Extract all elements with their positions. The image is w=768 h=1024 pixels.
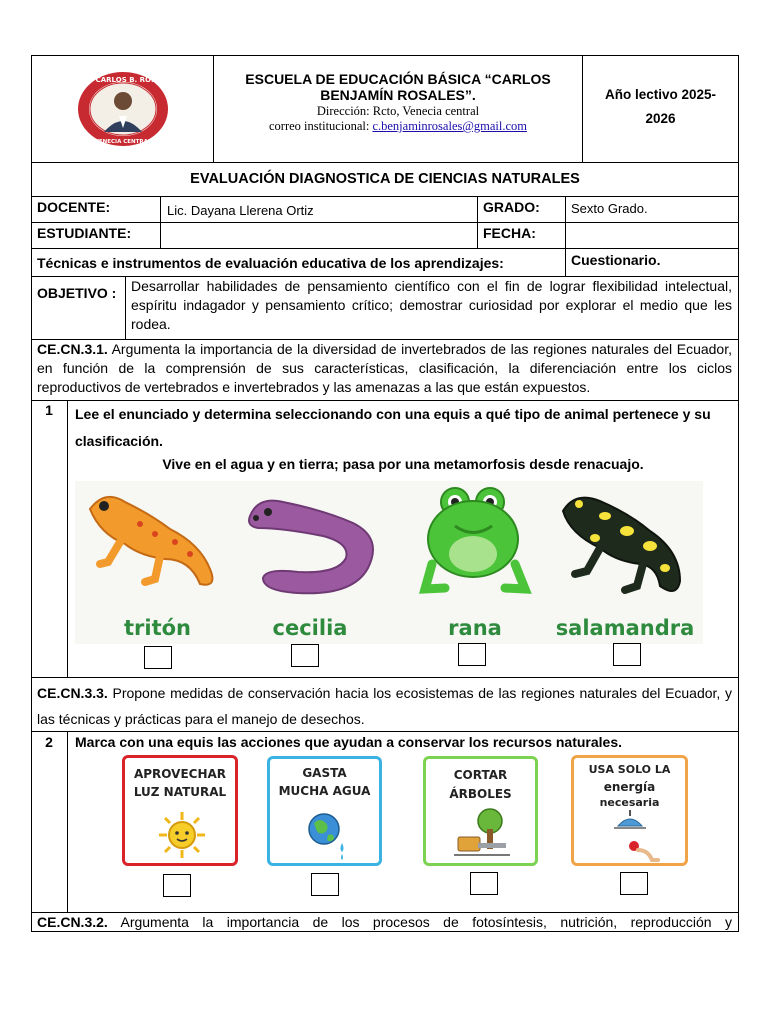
earth-faucet-icon xyxy=(300,807,354,861)
school-logo xyxy=(70,70,176,148)
criterion-3: CE.CN.3.2. Argumenta la importancia de los procesos de fotosíntesis, nutrición, reproducción y xyxy=(37,914,732,930)
criterion-1: CE.CN.3.1. Argumenta la importancia de la diversidad de invertebrados de las regiones naturales del Ecuador, en función de la comprensión de sus características, clasificación, la diferenciación entre los ciclos reproductivos de vertebrados e invertebrados y las amenazas a las que están expuestos. xyxy=(37,341,732,395)
checkbox-cortar-arboles[interactable] xyxy=(470,872,498,895)
tecnicas-value: Cuestionario. xyxy=(571,252,661,268)
checkbox-cecilia[interactable] xyxy=(291,644,319,667)
school-email-line: correo institucional: c.benjaminrosales@gmail.com xyxy=(269,119,527,133)
estudiante-field[interactable] xyxy=(167,225,472,245)
animal-label-rana: rana xyxy=(448,616,502,640)
grado-value: Sexto Grado. xyxy=(571,201,648,216)
school-header xyxy=(214,71,582,134)
docente-label: DOCENTE: xyxy=(37,199,111,215)
school-name: ESCUELA DE EDUCACIÓN BÁSICA “CARLOS BENJAMÍN ROSALES”. xyxy=(245,71,551,103)
fecha-label: FECHA: xyxy=(483,225,536,241)
checkbox-triton[interactable] xyxy=(144,646,172,669)
card-usa-energia: USA SOLO LA energía necesaria xyxy=(571,755,688,866)
criterion-2: CE.CN.3.3. Propone medidas de conservación hacia los ecosistemas de las regiones naturales del Ecuador, y las técnicas y prácticas para el manejo de desechos. xyxy=(37,685,732,727)
checkbox-salamandra[interactable] xyxy=(613,643,641,666)
triton-illustration xyxy=(80,484,225,594)
school-year: Año lectivo 2025- 2026 xyxy=(604,87,717,126)
page-title: EVALUACIÓN DIAGNOSTICA DE CIENCIAS NATURALES xyxy=(190,171,580,187)
school-address: Dirección: Rcto, Venecia central xyxy=(316,104,480,118)
objetivo-text: Desarrollar habilidades de pensamiento científico con el fin de lograr flexibilidad intelectual, espíritu indagador y pensamiento crítico; demostrar curiosidad por explorar el medio que les rodea. xyxy=(131,278,732,332)
lamp-switch-icon xyxy=(612,810,664,864)
cecilia-illustration xyxy=(238,488,383,603)
tree-chainsaw-icon xyxy=(452,807,514,861)
card-cortar-arboles: CORTAR ÁRBOLES xyxy=(423,756,538,866)
animal-label-triton: tritón xyxy=(123,616,191,640)
question-1-number: 1 xyxy=(45,402,53,418)
fecha-field[interactable] xyxy=(571,225,731,245)
checkbox-rana[interactable] xyxy=(458,643,486,666)
card-gasta-agua: GASTA MUCHA AGUA xyxy=(267,756,382,866)
svg-text:VENECIA CENTRAL: VENECIA CENTRAL xyxy=(94,139,152,145)
sun-icon xyxy=(155,810,209,860)
question-1-prompt: Lee el enunciado y determina seleccionando con una equis a qué tipo de animal pertenece y su clasificación. xyxy=(75,406,711,449)
question-2-number: 2 xyxy=(45,734,53,750)
table-border-top xyxy=(31,55,739,56)
estudiante-label: ESTUDIANTE: xyxy=(37,225,132,241)
card-aprovechar-luz: APROVECHAR LUZ NATURAL xyxy=(122,755,238,866)
question-1-statement: Vive en el agua y en tierra; pasa por una metamorfosis desde renacuajo. xyxy=(162,456,644,472)
animal-label-cecilia: cecilia xyxy=(272,616,348,640)
checkbox-gasta-agua[interactable] xyxy=(311,873,339,896)
objetivo-label: OBJETIVO : xyxy=(37,285,117,301)
checkbox-aprovechar-luz[interactable] xyxy=(163,874,191,897)
tecnicas-label: Técnicas e instrumentos de evaluación educativa de los aprendizajes: xyxy=(37,255,504,271)
docente-value: Lic. Dayana Llerena Ortiz xyxy=(167,203,314,218)
school-email-link[interactable]: c.benjaminrosales@gmail.com xyxy=(372,119,527,133)
checkbox-usa-energia[interactable] xyxy=(620,872,648,895)
grado-label: GRADO: xyxy=(483,199,540,215)
question-2-prompt: Marca con una equis las acciones que ayudan a conservar los recursos naturales. xyxy=(75,734,623,750)
svg-text:E.E.B. CARLOS B. ROSALES: E.E.B. CARLOS B. ROSALES xyxy=(70,76,176,84)
animal-label-salamandra: salamandra xyxy=(555,616,695,640)
rana-illustration xyxy=(420,484,540,599)
salamandra-illustration xyxy=(555,486,695,601)
